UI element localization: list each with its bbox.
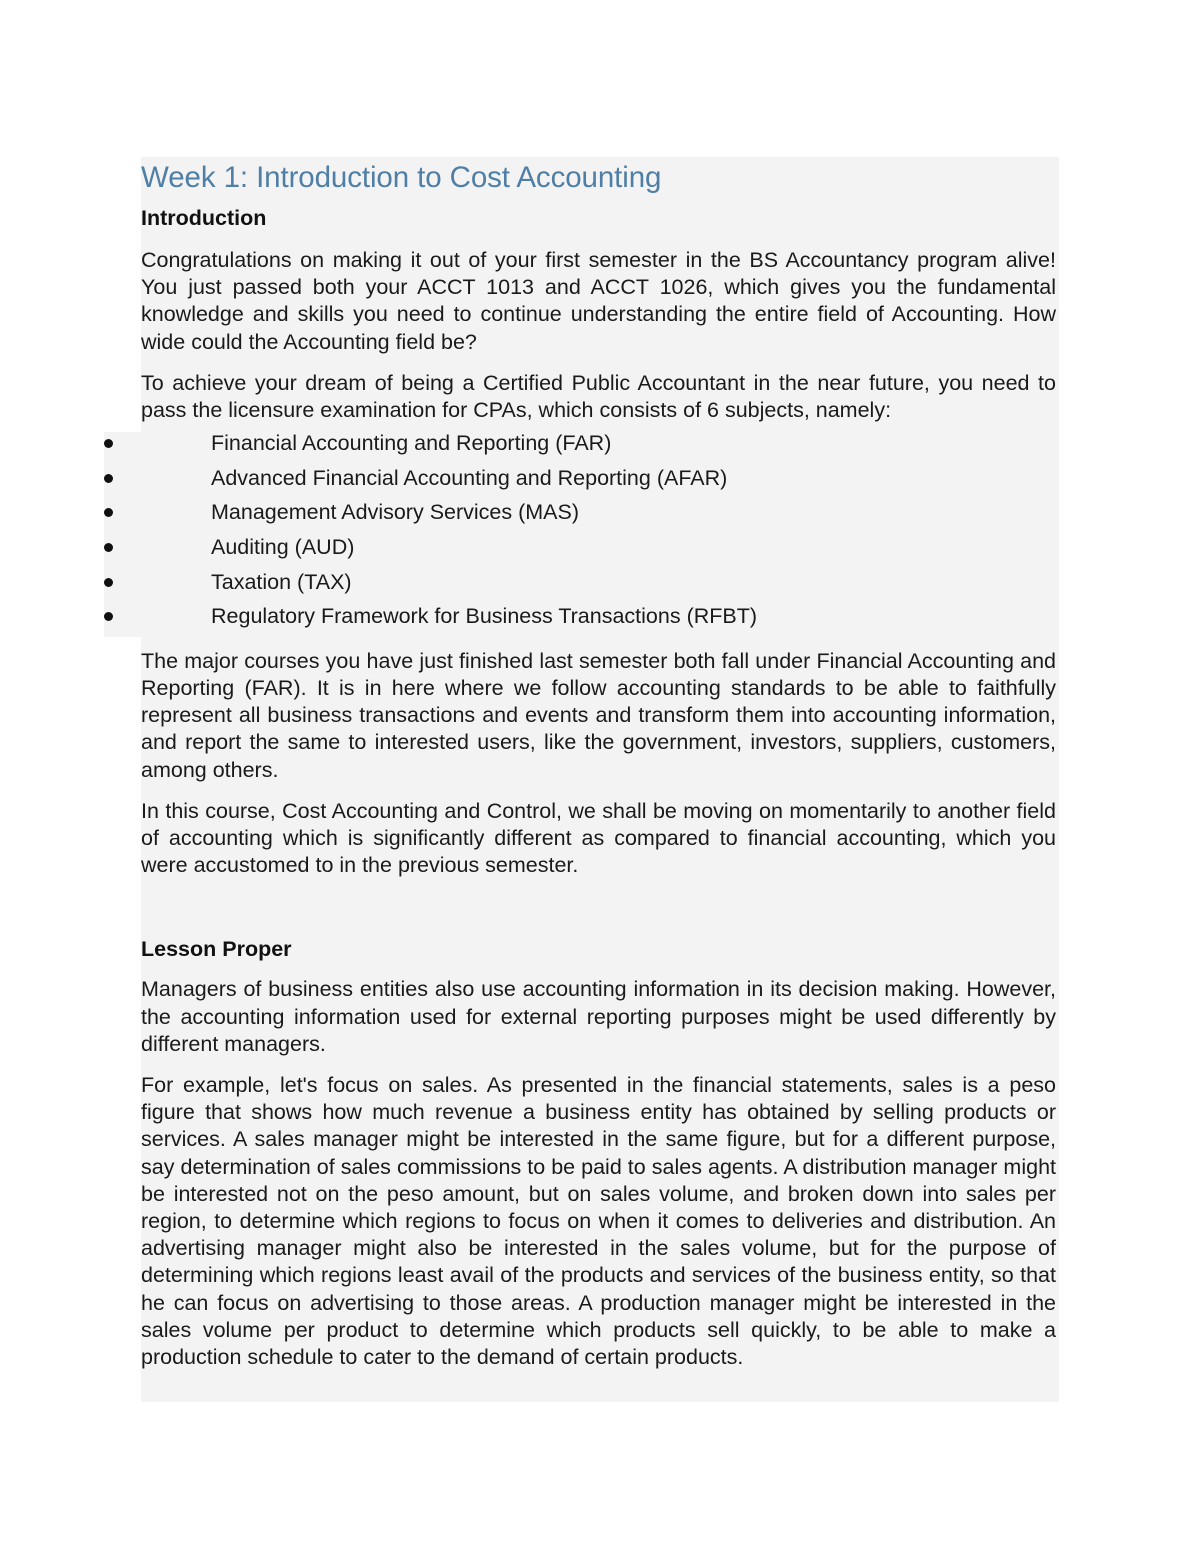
page-title: Week 1: Introduction to Cost Accounting <box>141 161 662 194</box>
lesson-paragraph-2: For example, let's focus on sales. As presented in the financial statements, sales is a peso figure that shows how much revenue a business entity has obtained by selling products or services. A sales manager might be interested in the same figure, but for a different purpose, say determination of sales commissions to be paid to sales agents. A distribution manager might be interested not on the peso amount, but on sales volume, and broken down into sales per region, to determine which regions to focus on when it comes to deliveries and distribution. An advertising manager might also be interested in the sales volume, but for the purpose of determining which regions least avail of the products and services of the business entity, so that he can focus on advertising to those areas. A production manager might be interested in the sales volume per product to determine which products sell quickly, to be able to make a production schedule to cater to the demand of certain products. <box>141 1073 1056 1370</box>
list-item-text: Auditing (AUD) <box>211 535 355 559</box>
bullet-icon <box>104 578 113 587</box>
list-item-text: Advanced Financial Accounting and Reporting (AFAR) <box>211 465 728 490</box>
list-item-text: Taxation (TAX) <box>211 569 352 594</box>
list-item-text: Regulatory Framework for Business Transactions (RFBT) <box>211 604 758 629</box>
document-content <box>141 157 1056 1371</box>
bullet-icon <box>104 508 113 517</box>
bullet-icon <box>104 439 113 448</box>
bullet-icon <box>104 543 113 552</box>
list-item-text: Financial Accounting and Reporting (FAR) <box>211 431 612 456</box>
list-item <box>0 565 1056 600</box>
list-item <box>0 599 1056 634</box>
list-item <box>0 426 1056 461</box>
lesson-proper-heading: Lesson Proper <box>141 937 292 962</box>
list-item <box>0 461 1056 496</box>
list-item-text: Management Advisory Services (MAS) <box>211 500 580 525</box>
intro-paragraph-2: To achieve your dream of being a Certified Public Accountant in the near future, you need to pass the licensure examination for CPAs, which consists of 6 subjects, namely: <box>141 370 1056 423</box>
list-item <box>0 495 1056 530</box>
intro-paragraph-3: The major courses you have just finished last semester both fall under Financial Accounting and Reporting (FAR). It is in here where we follow accounting standards to be able to faithfully represent all business transactions and events and transform them into accounting information, and report the same to interested users, like the government, investors, suppliers, customers, among others. <box>141 648 1056 782</box>
bullet-icon <box>104 612 113 621</box>
lesson-paragraph-1: Managers of business entities also use accounting information in its decision making. However, the accounting information used for external reporting purposes might be used differently by different managers. <box>141 977 1056 1056</box>
intro-paragraph-4: In this course, Cost Accounting and Control, we shall be moving on momentarily to another field of accounting which is significantly different as compared to financial accounting, which you were accustomed to in the previous semester. <box>141 798 1056 878</box>
list-item <box>0 530 1056 565</box>
introduction-heading: Introduction <box>141 206 267 230</box>
bullet-icon <box>104 474 113 483</box>
intro-paragraph-1: Congratulations on making it out of your first semester in the BS Accountancy program alive! You just passed both your ACCT 1013 and ACCT 1026, which gives you the fundamental knowledge and skills you need to continue understanding the entire field of Accounting. How wide could the Accounting field be? <box>141 248 1056 354</box>
cpa-subjects-list <box>0 426 1056 634</box>
